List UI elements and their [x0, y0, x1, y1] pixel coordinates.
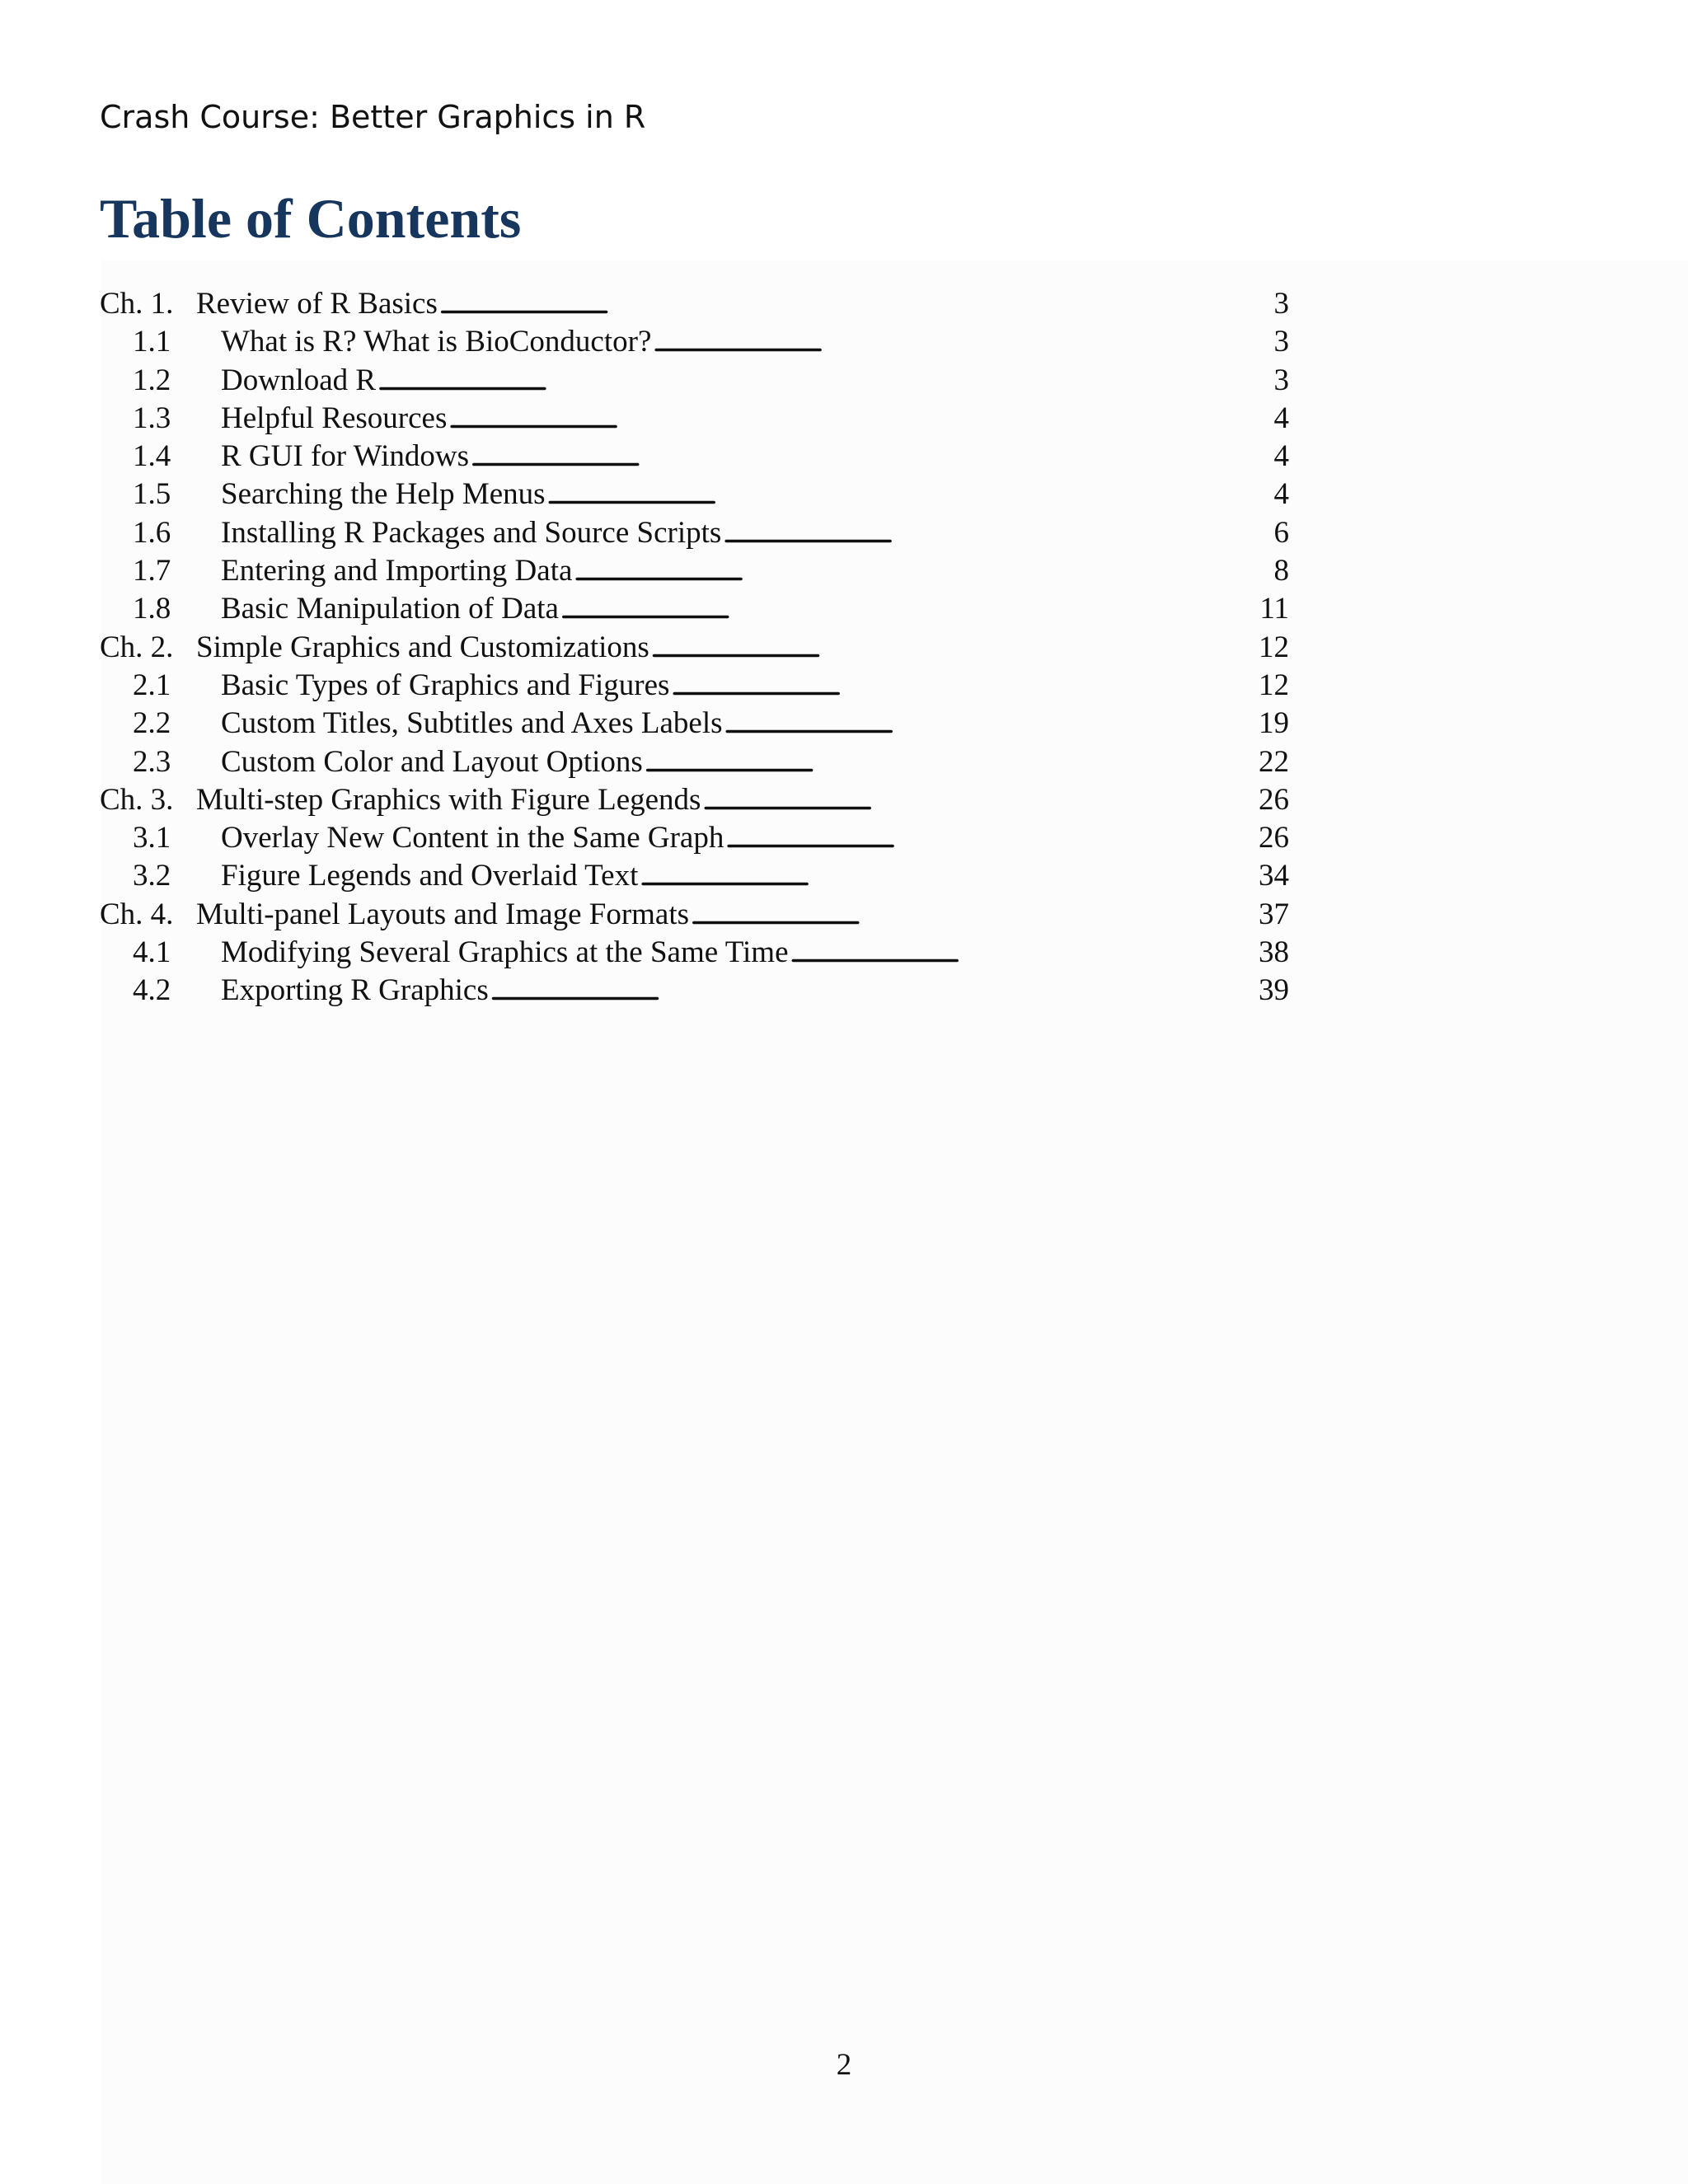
toc-entry-title: Basic Types of Graphics and Figures [221, 668, 670, 702]
toc-dot-leader [439, 285, 1269, 325]
toc-entry-number: 1.4 [133, 439, 171, 474]
toc-dot-leader [724, 705, 1254, 744]
toc-entry-title: Multi-step Graphics with Figure Legends [196, 782, 701, 817]
toc-dot-leader [490, 972, 1254, 1011]
toc-entry-title: Exporting R Graphics [221, 973, 489, 1008]
toc-entry-title: R GUI for Windows [221, 439, 470, 474]
toc-entry-page: 4 [1273, 401, 1289, 435]
toc-entry-page: 34 [1259, 859, 1289, 893]
toc-entry-title: Entering and Importing Data [221, 554, 573, 588]
toc-entry-number: 1.6 [133, 515, 171, 550]
toc-dot-leader [702, 781, 1254, 821]
toc-dot-leader [560, 590, 1254, 630]
toc-entry-title: Searching the Help Menus [221, 477, 546, 512]
toc-entry-title: Custom Titles, Subtitles and Axes Labels [221, 706, 723, 741]
toc-entry-page: 37 [1259, 897, 1289, 931]
toc-heading: Table of Contents [100, 187, 522, 250]
toc-entry-page: 3 [1273, 325, 1289, 359]
toc-dot-leader [651, 629, 1254, 668]
toc-section-entry[interactable] [100, 819, 1289, 857]
toc-chapter-entry[interactable] [100, 896, 1289, 934]
toc-entry-number: 1.8 [133, 592, 171, 626]
toc-entry-page: 26 [1259, 782, 1289, 817]
toc-entry-number: 1.1 [133, 325, 171, 359]
toc-dot-leader [645, 743, 1254, 783]
toc-entry-title: Multi-panel Layouts and Image Formats [196, 897, 690, 931]
toc-entry-page: 3 [1273, 287, 1289, 321]
toc-section-entry[interactable] [100, 438, 1289, 476]
toc-dot-leader [790, 934, 1254, 973]
toc-section-entry[interactable] [100, 323, 1289, 361]
toc-entry-number: 4.1 [133, 935, 171, 970]
toc-entry-title: Helpful Resources [221, 401, 448, 435]
toc-entry-page: 12 [1259, 630, 1289, 664]
toc-chapter-entry[interactable] [100, 629, 1289, 667]
toc-dot-leader [723, 514, 1268, 554]
toc-entry-page: 3 [1273, 363, 1289, 397]
toc-dot-leader [725, 819, 1254, 859]
toc-dot-leader [448, 400, 1268, 439]
toc-dot-leader [547, 476, 1269, 515]
toc-entry-title: What is R? What is BioConductor? [221, 325, 652, 359]
toc-entry-number: 2.3 [133, 744, 171, 779]
toc-entry-title: Download R [221, 363, 377, 397]
toc-entry-number: 1.3 [133, 401, 171, 435]
toc-section-entry[interactable] [100, 667, 1289, 705]
toc-entry-number: 3.2 [133, 859, 171, 893]
toc-entry-number: Ch. 3. [100, 782, 174, 817]
toc-dot-leader [640, 857, 1254, 897]
toc-entry-page: 26 [1259, 821, 1289, 855]
running-header: Crash Course: Better Graphics in R [100, 99, 646, 135]
toc-entry-number: 1.5 [133, 477, 171, 512]
toc-section-entry[interactable] [100, 514, 1289, 552]
toc-section-entry[interactable] [100, 743, 1289, 781]
table-of-contents [100, 285, 1289, 1010]
toc-section-entry[interactable] [100, 705, 1289, 743]
toc-section-entry[interactable] [100, 857, 1289, 895]
toc-dot-leader [471, 438, 1268, 477]
toc-entry-number: Ch. 1. [100, 287, 174, 321]
toc-entry-page: 4 [1273, 477, 1289, 512]
toc-section-entry[interactable] [100, 552, 1289, 590]
toc-entry-title: Installing R Packages and Source Scripts [221, 515, 722, 550]
toc-entry-number: 2.1 [133, 668, 171, 702]
toc-entry-title: Custom Color and Layout Options [221, 744, 643, 779]
toc-section-entry[interactable] [100, 476, 1289, 513]
toc-entry-number: 1.7 [133, 554, 171, 588]
toc-section-entry[interactable] [100, 362, 1289, 400]
toc-section-entry[interactable] [100, 590, 1289, 628]
toc-entry-title: Modifying Several Graphics at the Same Time [221, 935, 789, 970]
toc-entry-number: Ch. 4. [100, 897, 174, 931]
toc-dot-leader [377, 362, 1268, 401]
toc-entry-page: 38 [1259, 935, 1289, 970]
toc-section-entry[interactable] [100, 934, 1289, 972]
toc-section-entry[interactable] [100, 972, 1289, 1010]
toc-chapter-entry[interactable] [100, 781, 1289, 819]
toc-dot-leader [574, 552, 1268, 592]
toc-entry-number: 3.1 [133, 821, 171, 855]
toc-entry-title: Simple Graphics and Customizations [196, 630, 649, 664]
toc-entry-page: 8 [1273, 554, 1289, 588]
toc-entry-title: Review of R Basics [196, 287, 438, 321]
toc-entry-page: 4 [1273, 439, 1289, 474]
page-number: 2 [836, 2048, 852, 2082]
toc-entry-page: 12 [1259, 668, 1289, 702]
toc-entry-title: Overlay New Content in the Same Graph [221, 821, 724, 855]
toc-entry-page: 19 [1259, 706, 1289, 741]
toc-dot-leader [653, 323, 1268, 363]
toc-entry-number: 2.2 [133, 706, 171, 741]
toc-dot-leader [691, 896, 1254, 935]
toc-entry-number: Ch. 2. [100, 630, 174, 664]
toc-entry-page: 22 [1259, 744, 1289, 779]
toc-entry-number: 4.2 [133, 973, 171, 1008]
toc-entry-page: 11 [1259, 592, 1289, 626]
toc-entry-page: 6 [1273, 515, 1289, 550]
toc-dot-leader [671, 667, 1254, 706]
toc-entry-title: Figure Legends and Overlaid Text [221, 859, 639, 893]
toc-entry-page: 39 [1259, 973, 1289, 1008]
toc-entry-number: 1.2 [133, 363, 171, 397]
toc-entry-title: Basic Manipulation of Data [221, 592, 559, 626]
toc-chapter-entry[interactable] [100, 285, 1289, 323]
toc-section-entry[interactable] [100, 400, 1289, 438]
